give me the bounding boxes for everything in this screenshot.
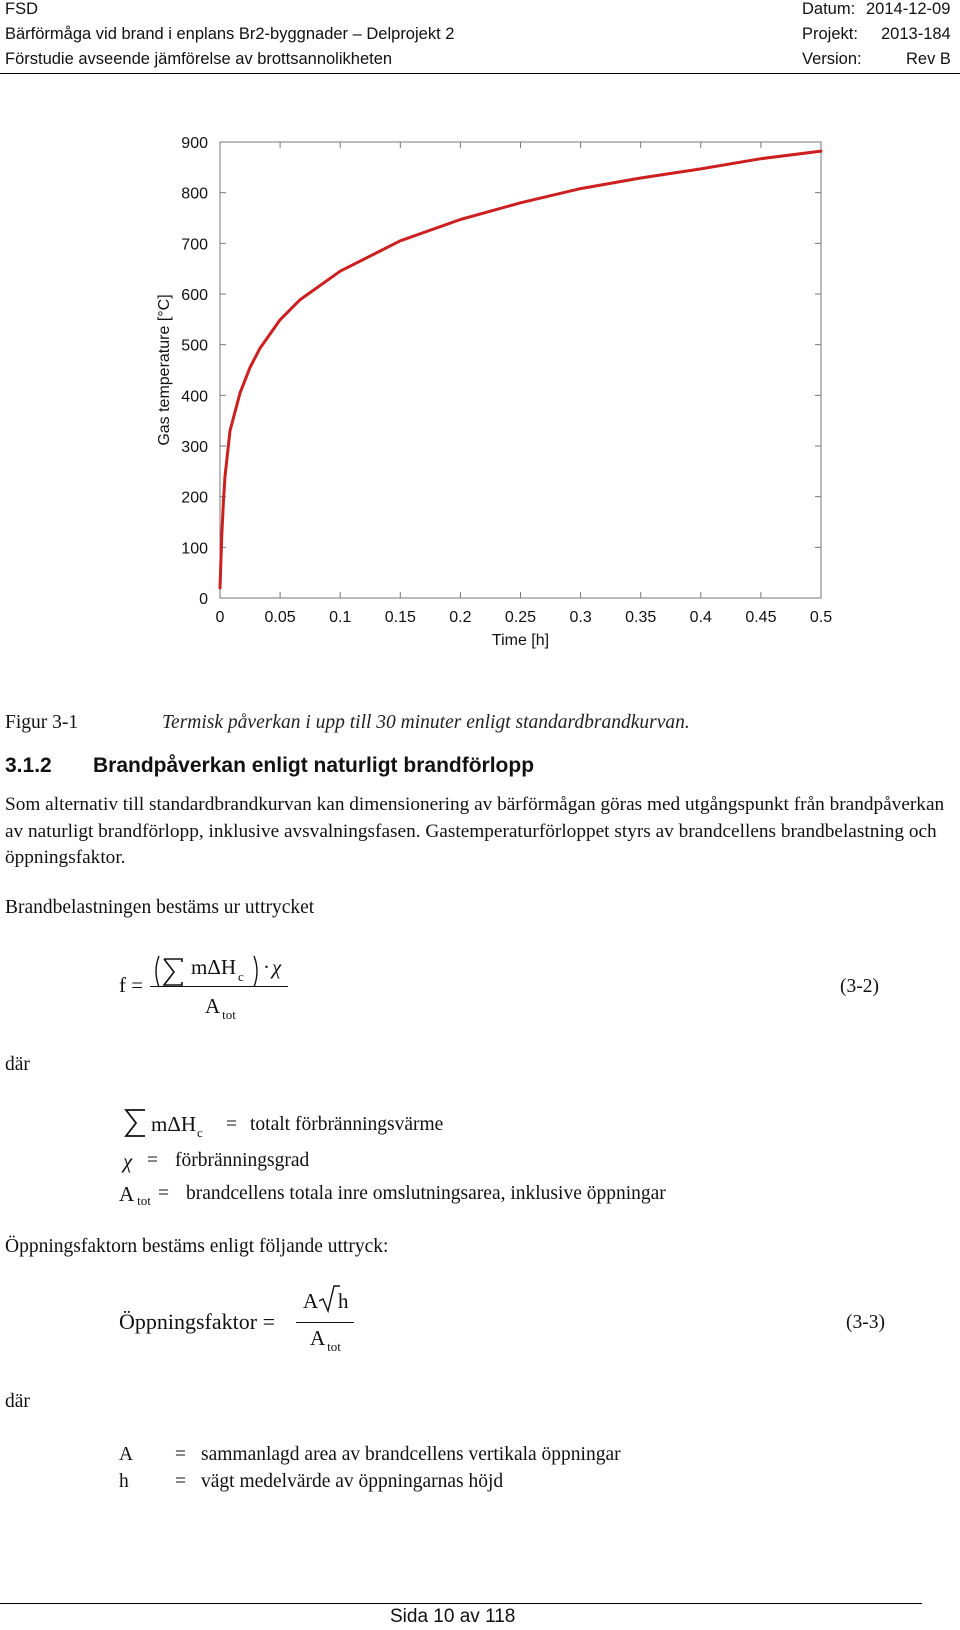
dar-label-1: där	[5, 1054, 30, 1075]
eq1-denominator	[205, 994, 236, 1022]
y-tick-label: 700	[181, 236, 208, 254]
eq1-denominator-text: A	[205, 994, 221, 1018]
eq2-denominator-text: A	[310, 1326, 326, 1350]
def3-text: brandcellens totala inre omslutningsarea, inklusive öppningar	[186, 1183, 666, 1204]
x-axis-label: Time [h]	[491, 632, 550, 649]
eq2-numerator-a: A	[303, 1289, 319, 1313]
eq1-number: (3-2)	[840, 976, 879, 997]
eq1-numerator	[191, 955, 244, 984]
header-date-label: Datum:	[802, 0, 856, 18]
plot-frame	[220, 142, 821, 598]
x-tick-label: 0.45	[745, 609, 777, 626]
paragraph-brandbelastning: Brandbelastningen bestäms ur uttrycket	[5, 897, 315, 918]
def3-symbol	[119, 1182, 151, 1207]
header-version-value: Rev B	[906, 50, 951, 68]
header-title: Bärförmåga vid brand i enplans Br2-byggnader – Delprojekt 2	[5, 25, 455, 43]
eq1-numerator-sub: c	[238, 969, 244, 984]
temperature-chart	[140, 120, 840, 680]
def1-eq: =	[226, 1114, 237, 1135]
header-project-label: Projekt:	[802, 25, 858, 43]
eq1-dot: ·	[263, 955, 270, 979]
paragraph-intro: Som alternativ till standardbrandkurvan kan dimensionering av bärförmågan göras med utgångspunkt från brandpåverkan av naturligt brandförlopp, inklusive avsvalningsfasen. Gastemperaturförloppet styrs av brandcellens brandbelastning och öppningsfaktor.	[5, 794, 945, 869]
x-tick-label: 0.5	[809, 609, 833, 626]
dar-label-2: där	[5, 1391, 30, 1412]
sqrt-glyph	[318, 1284, 340, 1314]
y-tick-label: 800	[181, 185, 208, 203]
x-tick-label: 0.35	[625, 609, 657, 626]
y-tick-label: 900	[181, 135, 208, 152]
section-number: 3.1.2	[5, 754, 52, 777]
y-axis-label: Gas temperature [°C]	[156, 294, 173, 446]
figure-label: Figur 3-1	[5, 712, 79, 733]
def3-symbol-sub: tot	[137, 1193, 151, 1208]
header-org: FSD	[5, 0, 38, 18]
x-tick-label: 0.15	[384, 609, 416, 626]
header-project-value: 2013-184	[881, 25, 951, 43]
x-tick-label: 0.1	[329, 609, 352, 626]
y-tick-label: 100	[181, 540, 208, 558]
y-tick-label: 300	[181, 439, 208, 456]
y-tick-label: 200	[181, 489, 208, 507]
header-date-value: 2014-12-09	[866, 0, 951, 18]
series-line	[220, 151, 821, 588]
y-tick-label: 600	[181, 287, 208, 304]
def1-symbol	[151, 1112, 203, 1140]
def2-eq: =	[147, 1150, 158, 1171]
footer-page: Sida 10 av 118	[390, 1606, 516, 1627]
figure-caption: Termisk påverkan i upp till 30 minuter enligt standardbrandkurvan.	[162, 712, 690, 733]
header-subtitle: Förstudie avseende jämförelse av brottsannolikheten	[5, 50, 393, 68]
y-tick-label: 400	[181, 388, 208, 406]
def5-text: vägt medelvärde av öppningarnas höjd	[201, 1471, 504, 1492]
eq2-numerator-h: h	[338, 1289, 349, 1313]
def3-symbol-text: A	[119, 1182, 135, 1206]
def4-eq: =	[175, 1444, 186, 1465]
def3-eq: =	[158, 1183, 169, 1204]
eq2-denominator-sub: tot	[327, 1339, 341, 1354]
sum-glyph	[123, 1107, 147, 1139]
x-tick-label: 0.2	[449, 609, 472, 626]
def1-symbol-sub: c	[197, 1125, 203, 1140]
def1-text: totalt förbränningsvärme	[250, 1114, 444, 1135]
def4-text: sammanlagd area av brandcellens vertikala öppningar	[201, 1444, 621, 1465]
eq1-chi: χ	[272, 955, 282, 979]
x-tick-label: 0.3	[569, 609, 592, 626]
eq2-lhs: Öppningsfaktor =	[119, 1309, 275, 1334]
eq1-lhs: f =	[119, 973, 144, 997]
x-tick-label: 0.05	[264, 609, 296, 626]
eq1-numerator-text: mΔH	[191, 955, 237, 979]
def1-symbol-text: mΔH	[151, 1112, 197, 1136]
def4-symbol: A	[119, 1444, 134, 1465]
eq2-denominator	[310, 1326, 341, 1354]
paragraph-oppningsfaktor: Öppningsfaktorn bestäms enligt följande uttryck:	[5, 1236, 389, 1257]
eq1-denominator-sub: tot	[222, 1007, 236, 1022]
y-tick-label: 0	[199, 591, 208, 608]
def2-symbol: χ	[123, 1149, 133, 1173]
header-rule	[0, 73, 960, 74]
def5-eq: =	[175, 1471, 186, 1492]
def2-text: förbränningsgrad	[175, 1150, 310, 1171]
eq2-fraction-bar	[296, 1322, 354, 1323]
y-axis	[181, 135, 821, 608]
x-tick-label: 0	[215, 609, 225, 626]
x-tick-label: 0.25	[504, 609, 537, 626]
y-tick-label: 500	[181, 337, 208, 355]
def5-symbol: h	[119, 1471, 129, 1492]
footer-rule	[0, 1603, 922, 1604]
header-version-label: Version:	[802, 50, 862, 68]
section-title: Brandpåverkan enligt naturligt brandförlopp	[93, 754, 535, 777]
eq1-fraction-bar	[150, 986, 288, 987]
eq2-number: (3-3)	[846, 1312, 885, 1333]
x-axis	[216, 142, 833, 626]
x-tick-label: 0.4	[689, 609, 712, 626]
